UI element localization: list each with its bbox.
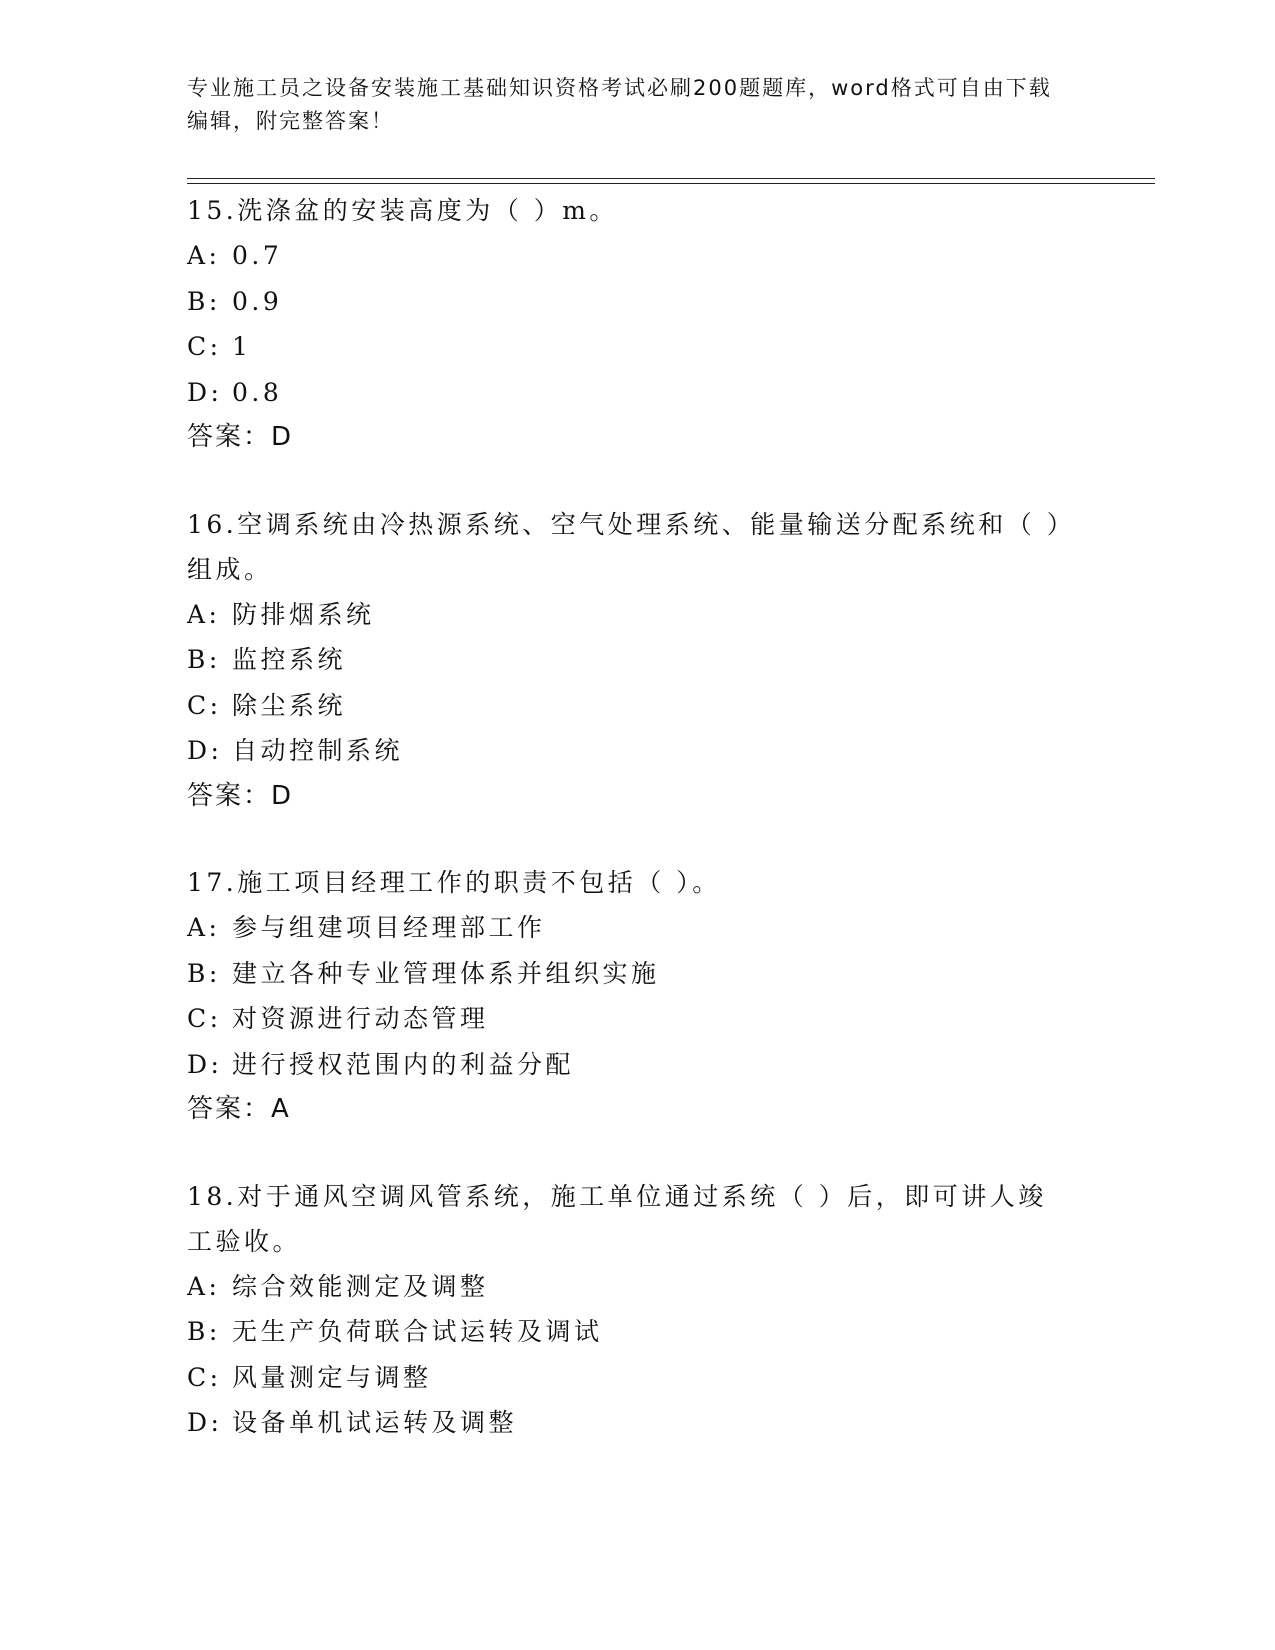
option-b [187, 279, 1067, 325]
header-divider-bottom [187, 183, 1155, 184]
answer-line: 答案：D [187, 422, 294, 452]
option-text: 0.8 [232, 377, 283, 407]
option-a [187, 905, 1067, 951]
option-letter: C: [187, 1004, 222, 1033]
option-letter: B: [187, 1317, 221, 1346]
option-letter: D: [187, 1049, 223, 1079]
option-letter: C: [187, 332, 222, 361]
option-text: 1 [232, 332, 252, 361]
option-letter: B: [187, 286, 221, 316]
option-letter: A: [187, 599, 221, 629]
option-letter: B: [187, 645, 221, 674]
question-stem: 17.施工项目经理工作的职责不包括（ ）。 [187, 868, 721, 897]
option-text: 参与组建项目经理部工作 [232, 913, 546, 942]
option-letter: D: [187, 736, 223, 765]
option-b [187, 951, 1067, 997]
question-stem: 15.洗涤盆的安装高度为（ ）m。 [187, 196, 618, 225]
option-c [187, 683, 1067, 729]
option-letter: B: [187, 958, 221, 988]
option-text: 建立各种专业管理体系并组织实施 [232, 958, 660, 988]
option-b [187, 637, 1067, 683]
option-text: 防排烟系统 [232, 599, 375, 629]
option-text: 进行授权范围内的利益分配 [232, 1049, 575, 1079]
document-header: 专业施工员之设备安装施工基础知识资格考试必刷200题题库，word格式可自由下载编辑，附完整答案！ [187, 76, 1052, 133]
option-d [187, 728, 1067, 774]
option-text: 监控系统 [232, 645, 347, 674]
question-stem: 16.空调系统由冷热源系统、空气处理系统、能量输送分配系统和（ ）组成。 [187, 509, 1063, 584]
option-a [187, 233, 1067, 279]
option-d [187, 370, 1067, 416]
option-text: 设备单机试运转及调整 [232, 1408, 518, 1437]
option-c [187, 1355, 1067, 1401]
question-15 [187, 188, 1067, 461]
option-a [187, 592, 1067, 638]
option-d [187, 1042, 1067, 1088]
question-stem: 18.对于通风空调风管系统，施工单位通过系统（ ）后，即可讲人竣工验收。 [187, 1181, 1047, 1256]
option-c [187, 324, 1067, 370]
option-text: 自动控制系统 [232, 736, 404, 765]
option-text: 综合效能测定及调整 [232, 1271, 489, 1301]
question-17 [187, 860, 1067, 1133]
option-letter: A: [187, 1271, 221, 1301]
option-b [187, 1309, 1067, 1355]
question-16 [187, 502, 1067, 820]
option-text: 对资源进行动态管理 [232, 1004, 489, 1033]
answer-line: 答案：D [187, 780, 294, 811]
option-a [187, 1264, 1067, 1310]
option-letter: C: [187, 690, 222, 720]
option-letter: D: [187, 1408, 223, 1437]
option-text: 除尘系统 [232, 690, 347, 720]
header-divider-top [187, 178, 1155, 179]
option-letter: A: [187, 913, 221, 942]
option-letter: D: [187, 377, 223, 407]
option-letter: C: [187, 1362, 222, 1392]
question-18 [187, 1174, 1067, 1446]
option-letter: A: [187, 241, 221, 270]
question-list [187, 188, 1067, 1487]
option-d [187, 1400, 1067, 1446]
option-text: 风量测定与调整 [232, 1362, 432, 1392]
answer-line: 答案：A [187, 1094, 291, 1124]
option-text: 无生产负荷联合试运转及调试 [232, 1317, 603, 1346]
option-text: 0.7 [232, 241, 283, 270]
option-text: 0.9 [232, 286, 283, 316]
option-c [187, 996, 1067, 1042]
